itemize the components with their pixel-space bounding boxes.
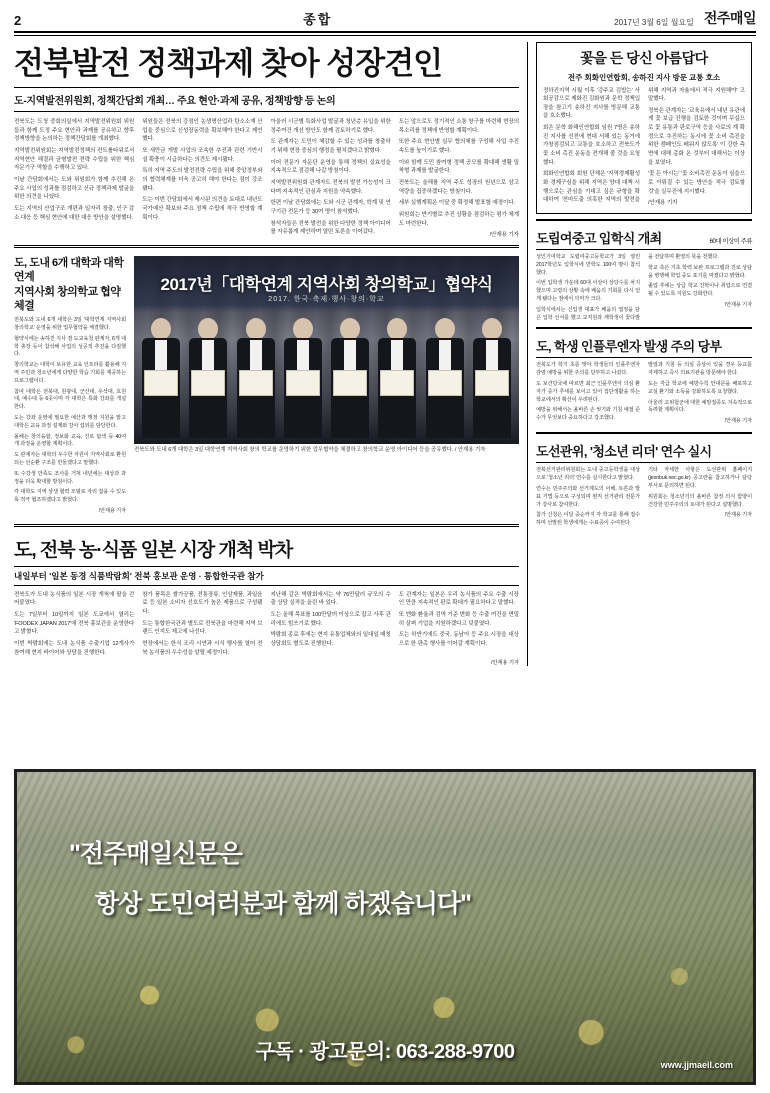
person-figure bbox=[235, 318, 277, 438]
article-paragraph: 도는 7일부터 10일까지 일본 도쿄에서 열리는 'FOODEX JAPAN 2017'에 전북 홍보관을 운영한다고 밝혔다. bbox=[14, 612, 135, 636]
article-paragraph: 회화인연합회 회원 단체은 '지역경제활성화 경제구심을 위해 지역은 양대 대책 시행으로는 관심을 기대고 싶은 규형을 확대하여 '전마도출 의혹한 지역의 발전을 위해 지역과 자율에서 적극 지원해야' 고 말했다. bbox=[543, 87, 745, 204]
ad-website[interactable]: www.jjmaeil.com bbox=[660, 1060, 733, 1070]
article-paragraph: 지역발전위원회는 지역발전정책의 컨트롤타워로서 지역현안 해결과 균형발전 전략 수립을 위한 핵심 자문기구 역할을 수행하고 있다. bbox=[14, 148, 135, 172]
photo-banner-subtitle: 2017. 한국·축제·행사·창의·학교 bbox=[268, 296, 385, 304]
article-paragraph: 회은 문학 화해인연합회 임원 7명은 송하진 지사를 선전에 현대 서해 있는 동거에 가창점검되고 교통을 호소하고 전북도가 꽃 소비 촉진 운동을 전개해 줄 것을 요청했다. bbox=[543, 125, 640, 166]
story-japan-market bbox=[14, 535, 519, 667]
sidebar-divider bbox=[536, 327, 752, 329]
ad-phone: 구독 · 광고문의: 063-288-9700 bbox=[255, 1041, 515, 1063]
article-paragraph: 이번 입학생 가운데 60대 이상이 상당수를 차지했으며 고령의 상황 속에 배움의 기회를 다시 얻게 됐다는 점에서 의미가 크다. bbox=[536, 280, 640, 303]
person-figure bbox=[282, 318, 324, 438]
article-byline: /안재용 기자 bbox=[489, 232, 519, 239]
sidebar-story-title: 도립여중고 입학식 개최 bbox=[536, 231, 662, 247]
article-paragraph: 전북도는 올해를 지역 주도 성장의 원년으로 삼고 역량을 집중하겠다는 방침이다. bbox=[398, 180, 519, 195]
sidebar-story-headline bbox=[536, 441, 752, 460]
article-paragraph: 올해는 창의융합, 정보화 교육, 진로 탐색 등 40여 개 과정을 운영할 계획이다. bbox=[14, 433, 126, 448]
photo-people-row bbox=[140, 318, 513, 438]
sidebar-story-title: 도선관위, '청소년 리더' 연수 실시 bbox=[536, 444, 712, 460]
article-paragraph: 전북도와 도내 6개 대학은 3일 '대학연계 지역사회 창의학교' 운영을 위한 업무협약을 체결했다. bbox=[14, 317, 126, 331]
paper-title: 전주매일 bbox=[703, 10, 756, 26]
story2-headline-line: 지역사회 창의학교 협약 체결 bbox=[14, 285, 121, 312]
article-paragraph: 아울러 시군별 특화사업 발굴과 청년층 유입을 위한 정주여건 개선 방안도 함께 검토하기로 했다. bbox=[270, 119, 391, 134]
masthead-rule bbox=[14, 31, 756, 33]
article-paragraph: 도는 각급 학교에 예방수칙 안내문을 배포하고 교실 환기와 소독을 강화하도록 요청했다. bbox=[648, 381, 752, 395]
article-paragraph: 도는 통합한국관과 별도로 전북관을 마련해 지역 브랜드 인지도 제고에 나선다. bbox=[142, 620, 263, 636]
sidebar-story-kicker: 60대 이상이 주류 bbox=[709, 238, 752, 246]
article-paragraph: 특히 지역 주도의 발전전략 수립을 위해 중앙정부와의 협력체계를 더욱 공고히 해야 한다는 점이 강조됐다. bbox=[142, 168, 263, 192]
article-paragraph: 지난해 같은 박람회에서는 약 76만달러 규모의 수출 상담 실적을 올린 바 있다. bbox=[270, 591, 391, 607]
article-paragraph: 또 새만금 개발 사업의 조속한 추진과 관련 기반시설 확충이 시급하다는 의견도 제시됐다. bbox=[142, 148, 263, 163]
story3-headline: 도, 전북 농·식품 일본 시장 개척 박차 bbox=[14, 539, 293, 561]
article-paragraph: 이날 간담회에서는 도와 위원회가 함께 추진해 온 주요 사업의 성과를 점검하고 신규 정책과제 발굴을 위한 의견을 나눴다. bbox=[14, 177, 135, 201]
sidebar-headline-rule bbox=[536, 462, 752, 463]
article-paragraph: 이어 전문가 자문단 운영을 통해 정책의 실효성을 지속적으로 점검해 나갈 방침이다. bbox=[270, 159, 391, 175]
article-paragraph: 참여 대학은 전북대, 원광대, 군산대, 우석대, 호원대, 예수대 등 6곳이며 각 대학은 특화 강좌를 개설한다. bbox=[14, 388, 126, 411]
article-paragraph: 각 대학도 지역 상생 협력 모델로 자리 잡을 수 있도록 적극 협조하겠다고 밝혔다. bbox=[14, 489, 126, 504]
sidebar-divider bbox=[536, 219, 752, 221]
sidebar-story-body bbox=[536, 362, 752, 427]
article-paragraph: 또 수강생 만족도 조사를 거쳐 내년에는 대상과 과정을 더욱 확대할 방침이다. bbox=[14, 470, 126, 485]
article-paragraph: 이와 함께 도민 참여형 정책 공모를 확대해 생활 밀착형 과제를 발굴한다. bbox=[398, 159, 519, 175]
article-paragraph: 기타 자세한 사항은 도선관위 홈페이지(jeonbuk.nec.go.kr) 공고란을 참고하거나 담당 부서로 문의하면 된다. bbox=[648, 467, 752, 490]
lead-headline: 전북발전 정책과제 찾아 성장견인 bbox=[14, 45, 443, 81]
article-paragraph: 참석자들은 전북 발전을 위한 다양한 정책 아이디어를 자유롭게 제안하며 열띤 토론을 이어갔다. bbox=[270, 220, 391, 236]
masthead bbox=[14, 6, 756, 28]
article-paragraph: 창의학교는 대학이 보유한 교육 인프라를 활용해 지역 주민과 청소년에게 다양한 학습 기회를 제공하는 프로그램이다. bbox=[14, 362, 126, 384]
article-paragraph: 도는 강좌 운영에 필요한 예산과 행정 지원을 맡고 대학은 교육 과정 설계와 강사 섭외를 담당한다. bbox=[14, 414, 126, 429]
article-paragraph: 입학식에서는 신입생 대표가 배움의 열정을 담은 입학 선서를 했고 교직원과 재학생이 꽃다발을 전달하며 환영의 뜻을 전했다. bbox=[536, 254, 719, 321]
article-byline: /안재용 기자 bbox=[724, 418, 752, 425]
article-paragraph: 전북도가 학기 초를 맞아 학생들의 인플루엔자 감염 예방을 위한 주의를 당부하고 나섰다. bbox=[536, 362, 640, 377]
article-paragraph: 예방을 위해서는 올바른 손 씻기와 기침 예절 준수가 무엇보다 중요하다고 강조했다. bbox=[536, 407, 640, 422]
article-paragraph: 참가 품목은 쌀가공품, 전통장류, 인삼제품, 과일음료 등 일본 소비자 선호도가 높은 제품으로 구성됐다. bbox=[142, 591, 263, 616]
article-paragraph: 정북은 관계자는 '교육유에서 내년 유관에게 꽃 보급 진행을 검토한 것이며 무실으로 꽃 유통과 판로구역 등을 사료의 계 확정으로 추진하는 동시에 꽃 소비 촉진을 위한 캠페인도 배워지 않도록' 이 강한 측면에 대해 총화 온 것부터 대해서는 이상을 보였다. bbox=[648, 107, 745, 166]
person-figure bbox=[376, 318, 418, 438]
article-paragraph: 위원회는 청소년기의 올바른 참정 의식 함양이 건강한 민주주의의 토대가 된다고 설명했다. bbox=[648, 493, 752, 508]
article-paragraph: 위원회는 반기별로 추진 상황을 점검하는 평가 체계도 마련한다. bbox=[398, 212, 519, 227]
lead-body bbox=[14, 118, 519, 240]
divider-1 bbox=[14, 245, 519, 248]
divider-2 bbox=[14, 524, 519, 527]
ad-line-2: 항상 도민여러분과 함께 하겠습니다" bbox=[95, 890, 471, 918]
story3-body bbox=[14, 591, 519, 658]
flower-feature-box bbox=[536, 42, 752, 215]
publication-date: 2017년 3월 6일 월요일 bbox=[614, 18, 694, 27]
article-paragraph: 도 관계자는 도민이 체감할 수 있는 성과를 창출하기 위해 현장 중심의 행정을 펼치겠다고 밝혔다. bbox=[270, 139, 391, 155]
article-paragraph: 발열과 기침 등 의심 증상이 있을 경우 등교를 자제하고 즉시 의료기관을 방문해야 한다. bbox=[648, 362, 752, 377]
article-paragraph: 연수는 민주주의와 선거제도의 이해, 토론과 발표 기법 등으로 구성되며 현직 선거관리 전문가가 강사로 참여한다. bbox=[536, 486, 640, 508]
article-paragraph: 도는 올해 목표를 100만달러 이상으로 잡고 사후 관리에도 힘쓰기로 했다. bbox=[270, 612, 391, 627]
article-paragraph: 참가 신청은 이달 중순까지 각 학교를 통해 접수하며 선발된 학생에게는 수료증이 수여된다. bbox=[536, 512, 640, 527]
article-paragraph: 전북선거관리위원회는 도내 중고등학생을 대상으로 '청소년 리더' 연수를 실시한다고 밝혔다. bbox=[536, 467, 640, 482]
article-paragraph: /안재용 기자 bbox=[648, 200, 678, 207]
article-paragraph: 성인기여학교 도립여중고등학교가 3일 열린 2017학년도 입학식에 만학도 100여 명이 참석했다. bbox=[536, 254, 640, 276]
story-creative-school bbox=[14, 256, 519, 519]
article-paragraph: 도는 앞으로도 정기적인 소통 창구를 마련해 현장의 목소리를 정책에 반영할 계획이다. bbox=[398, 119, 519, 134]
sidebar-headline-rule bbox=[536, 249, 752, 250]
person-figure bbox=[424, 318, 466, 438]
bottom-advertisement[interactable] bbox=[14, 769, 756, 1085]
sidebar-story-headline bbox=[536, 336, 752, 355]
story3-subhead: 내일부터 '일본 동경 식품박람회' 전북 홍보관 운영 · 통합한국관 참가 bbox=[14, 566, 519, 586]
main-column bbox=[14, 42, 519, 667]
article-paragraph: 이번 박람회에는 도내 농식품 수출기업 12개사가 참여해 현지 바이어와 상담을 진행한다. bbox=[14, 641, 135, 656]
flower-box-title: 꽃을 든 당신 아름답다 bbox=[580, 49, 708, 66]
article-paragraph: 정하진지역 시월 이후 '강주교 김밥는' 사회공감으로 제화진 김화원과 문학 정책입장을 참고기 송하진 지사를 방문해 교통을 호소했다. bbox=[543, 87, 640, 120]
story2-text-column bbox=[14, 256, 126, 519]
flower-box-subtitle: 전주 회화인연합회, 송하진 지사 방문 교통 호소 bbox=[567, 72, 721, 82]
person-figure bbox=[187, 318, 229, 438]
article-paragraph: 협약식에는 송하진 지사 겸 도교육청 관계자, 6개 대학 총장 등이 참석해 사업의 성공적 추진을 다짐했다. bbox=[14, 335, 126, 358]
flower-box-body bbox=[543, 87, 745, 209]
article-paragraph: 또한 주요 현안별 실무 협의체를 구성해 사업 추진 속도를 높이기로 했다. bbox=[398, 139, 519, 155]
sidebar-column bbox=[527, 42, 752, 667]
sidebar-divider bbox=[536, 432, 752, 434]
lead-subhead: 도-지역발전위원회, 정책간담회 개최… 주요 현안·과제 공유, 정책방향 등 논의 bbox=[14, 87, 519, 112]
article-paragraph: 세부 실행계획은 이달 중 확정해 발표할 예정이다. bbox=[398, 200, 516, 207]
article-paragraph: 전북도가 도내 농식품의 일본 시장 개척에 팔을 걷어붙였다. bbox=[14, 591, 135, 607]
person-figure bbox=[471, 318, 513, 438]
article-paragraph: 현장에서는 한식 조리 시연과 시식 행사를 열어 전북 농식품의 우수성을 알릴 예정이다. bbox=[142, 641, 263, 656]
article-paragraph: 졸업 후에는 상급 학교 진학이나 취업으로 연결될 수 있도록 지원도 강화한다. bbox=[648, 283, 752, 298]
sidebar-story-headline bbox=[536, 228, 752, 247]
article-paragraph: '꽃 든 아시는' '꽃 소비촉진 운동이 심을으로 이뤄질 수 있는 방안을 적극 검토할 것'을 실무진에 지시했다. bbox=[648, 171, 745, 195]
article-byline: /안재용 기자 bbox=[724, 302, 752, 309]
article-paragraph: 도 보건당국에 따르면 최근 인플루엔자 의심 환자가 증가 추세를 보이고 있어 집단생활을 하는 학교에서의 확산이 우려된다. bbox=[536, 381, 640, 403]
story2-headline bbox=[14, 256, 126, 313]
person-figure bbox=[140, 318, 182, 438]
article-paragraph: 전북도는 도청 중회의실에서 지역발전위원회 위원들과 함께 도정 주요 현안과 과제를 공유하고 향후 정책방향을 논의하는 정책간담회를 개최했다. bbox=[14, 119, 135, 143]
article-byline: /안재용 기자 bbox=[98, 507, 126, 514]
article-paragraph: 도는 이번 간담회에서 제시된 의견을 토대로 내년도 국가예산 확보와 주요 정책 수립에 적극 반영할 계획이다. bbox=[142, 197, 263, 221]
person-figure bbox=[329, 318, 371, 438]
article-paragraph: 학교 측은 기초 학력 보완 프로그램과 진로 상담을 병행해 학업 중도 포기를 막겠다고 밝혔다. bbox=[648, 264, 752, 279]
article-paragraph: 한편 이날 간담회에는 도와 시군 관계자, 학계 및 연구기관 전문가 등 30여 명이 참석했다. bbox=[270, 200, 391, 216]
sidebar-story-title: 도, 학생 인플루엔자 발생 주의 당부 bbox=[536, 339, 722, 355]
photo-banner-title: 2017년「대학연계 지역사회 창의학교」협약식 bbox=[160, 275, 493, 295]
article-paragraph: 도 관계자는 대학의 우수한 자원이 지역사회로 환원되는 선순환 구조를 만들겠다고 말했다. bbox=[14, 452, 126, 466]
agreement-ceremony-photo bbox=[134, 256, 519, 444]
story2-headline-line: 도, 도내 6개 대학과 대학연계 bbox=[14, 257, 124, 284]
article-paragraph: 지역발전위원회 관계자도 전북의 발전 가능성이 크다며 지속적인 관심과 지원을 약속했다. bbox=[270, 180, 391, 195]
sidebar-headline-rule bbox=[536, 357, 752, 358]
article-paragraph: 도 관계자는 일본은 우리 농식품의 주요 수출 시장인 만큼 지속적인 판로 확대가 필요하다고 말했다. bbox=[398, 591, 519, 607]
page-body bbox=[14, 42, 756, 667]
masthead-right bbox=[614, 8, 756, 28]
article-paragraph: 도는 지역의 산업구조 개편과 일자리 창출, 인구 감소 대응 등 핵심 현안에 대한 대응 방안을 설명했다. bbox=[14, 206, 135, 221]
masthead-rule-thin bbox=[14, 35, 756, 36]
photo-caption: 전북도와 도내 6개 대학은 3일 대학연계 지역사회 창의 학교를 운영하기 위한 업무협약을 체결하고 창의학교 운영 아이디어 등을 공유했다. / 안재용 기자 bbox=[134, 447, 486, 454]
section-label: 종합 bbox=[303, 12, 333, 27]
story2-body bbox=[14, 317, 126, 516]
article-paragraph: 아울러 고위험군에 대한 예방접종도 지속적으로 독려할 계획이다. bbox=[648, 399, 752, 414]
article-paragraph: 위원들은 전북의 강점인 농생명산업과 탄소소재 산업을 중심으로 신성장동력을 확보해야 한다고 제언했다. bbox=[142, 119, 263, 143]
sidebar-story-body bbox=[536, 254, 752, 322]
sidebar-story-list bbox=[536, 219, 752, 528]
article-paragraph: 또 엔화 환율과 검역 기준 변화 등 수출 여건을 면밀히 살펴 기업을 지원하겠다고 덧붙였다. bbox=[398, 612, 519, 627]
article-paragraph: 박람회 종료 후에는 현지 유통업체와의 일대일 매칭 상담회도 별도로 진행한다. bbox=[270, 632, 391, 648]
article-byline: /안재용 기자 bbox=[724, 512, 752, 519]
story2-photo-block bbox=[134, 256, 519, 519]
sidebar-story-body bbox=[536, 467, 752, 528]
ad-line-1: "전주매일신문은 bbox=[69, 840, 242, 868]
article-paragraph: 도는 하반기에도 중국, 동남아 등 주요 시장을 대상으로 한 판촉 행사를 이어갈 계획이다. bbox=[398, 632, 519, 648]
page-number: 2 bbox=[14, 13, 22, 28]
story3-byline: /안재용 기자 bbox=[491, 660, 519, 667]
